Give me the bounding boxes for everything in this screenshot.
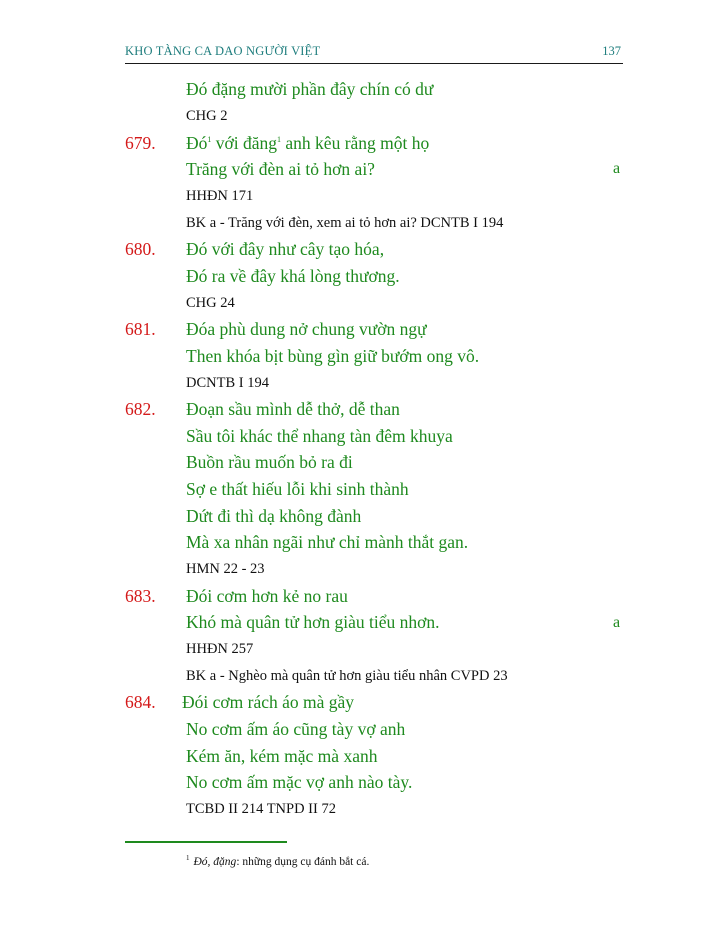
verse-line: Sầu tôi khác thể nhang tàn đêm khuya (186, 426, 453, 446)
verse-text: anh kêu rằng một họ (281, 133, 430, 153)
verse-line: Đói cơm hơn kẻ no rau (186, 586, 348, 606)
verse-line: Đoạn sầu mình dễ thở, dễ than (186, 399, 400, 419)
verse-line: Đó với đây như cây tạo hóa, (186, 239, 385, 259)
verse-line: Mà xa nhân ngãi như chỉ mành thắt gan. (186, 532, 469, 552)
source-citation: CHG 24 (186, 295, 235, 311)
verse-line: Đóa phù dung nở chung vườn ngự (186, 319, 427, 339)
entry-number: 682. (125, 399, 156, 419)
variant-citation: BK a - Nghèo mà quân tử hơn giàu tiểu nhân CVPD 23 (186, 668, 508, 684)
entry-number: 680. (125, 239, 156, 259)
variant-marker: a (613, 614, 621, 631)
verse-text: Đó (186, 133, 208, 153)
verse-line (186, 133, 429, 154)
verse-line: Then khóa bịt bùng gìn giữ bướm ong vô. (186, 346, 480, 366)
source-citation: TCBD II 214 TNPD II 72 (186, 801, 336, 817)
verse-line: Đó đặng mười phần đây chín có dư (186, 79, 434, 99)
verse-text: với đăng (211, 133, 278, 153)
book-title: KHO TÀNG CA DAO NGƯỜI VIỆT (125, 44, 321, 58)
source-citation: HMN 22 - 23 (186, 561, 265, 577)
source-citation: DCNTB I 194 (186, 375, 269, 391)
footnote-divider (125, 841, 287, 843)
page-number: 137 (602, 44, 621, 58)
verse-line: Sợ e thất hiếu lỗi khi sinh thành (186, 479, 409, 499)
verse-line: No cơm ấm áo cũng tày vợ anh (186, 719, 406, 739)
entry-number: 681. (125, 319, 156, 339)
verse-line: Khó mà quân tử hơn giàu tiểu nhơn. (186, 612, 440, 632)
verse-line: Trăng với đèn ai tỏ hơn ai? (186, 159, 375, 179)
running-header (125, 44, 623, 64)
footnote-ref: 1 (277, 135, 282, 145)
verse-line: Đó ra về đây khá lòng thương. (186, 266, 400, 286)
verse-line: Buồn rầu muốn bỏ ra đi (186, 452, 353, 472)
entry-number: 679. (125, 133, 156, 153)
footnote-ref: 1 (207, 135, 212, 145)
verse-line: No cơm ấm mặc vợ anh nào tày. (186, 772, 413, 792)
footnote-text: : những dụng cụ đánh bắt cá. (236, 855, 370, 868)
source-citation: HHĐN 257 (186, 641, 254, 657)
verse-line: Kém ăn, kém mặc mà xanh (186, 746, 378, 766)
footnote-term: Đó, đặng (193, 855, 237, 868)
source-citation: HHĐN 171 (186, 188, 254, 204)
entry-number: 683. (125, 586, 156, 606)
variant-citation: BK a - Trăng với đèn, xem ai tỏ hơn ai? DCNTB I 194 (186, 215, 504, 231)
verse-line: Dứt đi thì dạ không đành (186, 506, 362, 526)
footnote (186, 854, 369, 868)
footnote-marker: 1 (186, 854, 190, 862)
verse-line: Đói cơm rách áo mà gầy (182, 692, 355, 712)
variant-marker: a (613, 160, 621, 177)
source-citation: CHG 2 (186, 108, 228, 124)
entry-number: 684. (125, 692, 156, 712)
